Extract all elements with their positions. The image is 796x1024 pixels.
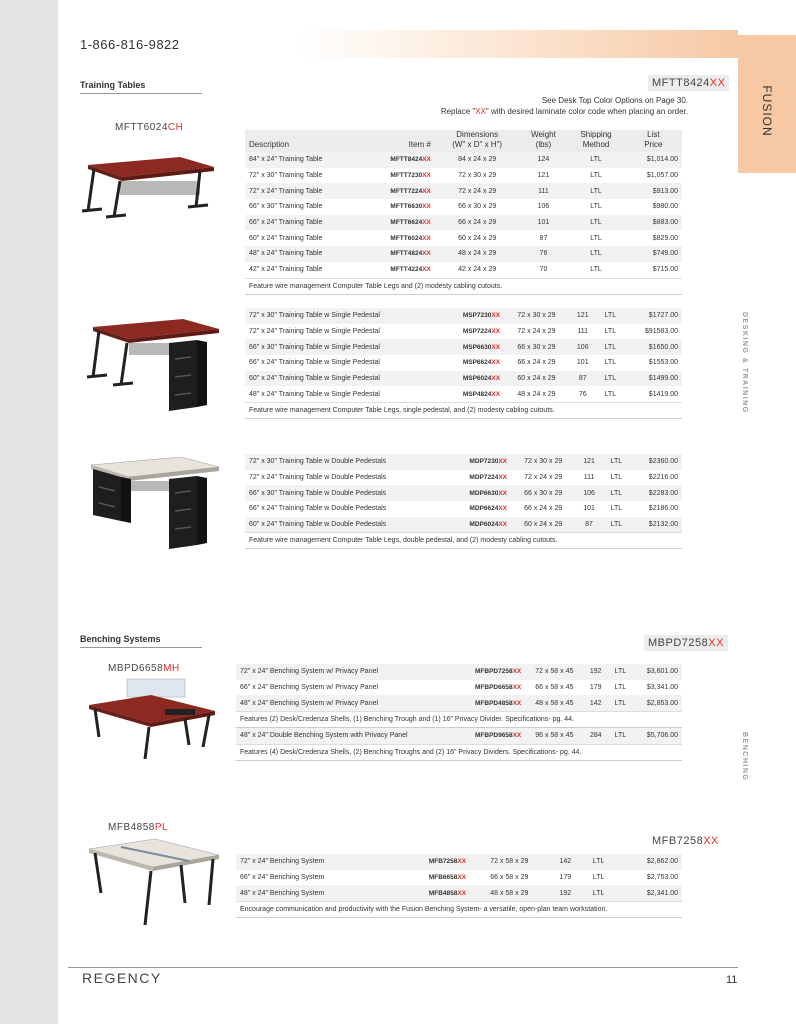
- cell-description: 60" x 24" Training Table: [249, 234, 323, 242]
- table-row: [245, 230, 682, 246]
- cell-weight: 121: [569, 308, 597, 324]
- feature-text: Features (4) Desk/Credenza Shells, (2) Benching Troughs and (2) 16" Privacy Dividers. Specifications- pg. 44.: [236, 744, 682, 760]
- cell-description: 72" x 24" Benching System: [236, 854, 393, 870]
- cell-dimensions: 60 x 24 x 29: [458, 234, 497, 242]
- cell-description: 66" x 24" Training Table w Single Pedestal: [249, 359, 380, 367]
- cell-price: $3,341.00: [646, 684, 678, 692]
- side-label-desking: DESKING & TRAINING: [741, 312, 748, 414]
- cell-price: $883.00: [625, 215, 682, 231]
- model-code-training: MFTT8424XX: [648, 75, 729, 91]
- cell-description: 60" x 24" Training Table w Single Pedestal: [245, 371, 440, 387]
- cell-weight: 87: [569, 371, 597, 387]
- cell-item: MSP6624XX: [462, 359, 501, 367]
- cell-dimensions: 72 x 30 x 29: [511, 454, 575, 470]
- cell-dimensions: 72 x 30 x 29: [458, 172, 497, 180]
- training-table-group-3: [245, 454, 682, 549]
- cell-item: MDP6024XX: [447, 517, 511, 533]
- cell-dimensions: 66 x 24 x 29: [524, 505, 563, 513]
- cell-weight: 87: [539, 234, 548, 242]
- image-label-training: MFTT6024CH: [115, 122, 184, 133]
- cell-weight: 124: [519, 152, 567, 168]
- side-tab-label: FUSION: [760, 85, 774, 137]
- cell-price: $2186.00: [648, 505, 678, 513]
- cell-item: MFB7258XX: [393, 854, 470, 870]
- cell-weight: 111: [577, 328, 589, 336]
- cell-item: MDP6630XX: [447, 485, 511, 501]
- cell-shipping: LTL: [603, 485, 630, 501]
- cell-shipping: LTL: [592, 874, 605, 882]
- header-dimensions: Dimensions (W" x D" x H"): [435, 130, 520, 152]
- cell-price: $715.00: [652, 266, 678, 274]
- feature-row: [236, 744, 682, 760]
- cell-dimensions: 66 x 58 x 29: [490, 874, 529, 882]
- cell-price: $2,753.00: [646, 874, 678, 882]
- cell-dimensions: 66 x 30 x 29: [511, 485, 575, 501]
- cell-price: $1499.00: [624, 371, 682, 387]
- header-weight: Weight (lbs): [519, 130, 567, 152]
- table-row: [245, 371, 682, 387]
- cell-item: MFBPD7258XX: [457, 664, 525, 680]
- cell-dimensions: 72 x 30 x 29: [504, 308, 569, 324]
- cell-description: 66" x 30" Training Table: [249, 203, 323, 211]
- section-title-training: Training Tables: [80, 80, 146, 90]
- cell-description: 72" x 30" Training Table: [249, 172, 323, 180]
- cell-weight: 179: [589, 684, 602, 692]
- cell-weight: 142: [583, 695, 608, 711]
- cell-price: $1,057.00: [646, 172, 678, 180]
- cell-item: MFBPD4858XX: [457, 695, 525, 711]
- cell-price: $3,601.00: [633, 664, 682, 680]
- cell-shipping: LTL: [604, 390, 617, 398]
- cell-description: 72" x 24" Training Table w Double Pedestals: [249, 474, 387, 482]
- cell-item: MFTT6630XX: [390, 203, 431, 211]
- image-label-benching: MBPD6658MH: [108, 663, 180, 674]
- single-pedestal-table-image: [85, 315, 225, 420]
- cell-description: 66" x 24" Training Table w Double Pedestals: [249, 505, 387, 513]
- cell-weight: 111: [583, 474, 595, 482]
- cell-description: 66" x 24" Benching System: [240, 874, 325, 882]
- table-row: [245, 308, 682, 324]
- cell-description: 72" x 24" Training Table: [245, 183, 364, 199]
- cell-description: 72" x 24" Benching System w/ Privacy Panel: [236, 664, 457, 680]
- cell-description: 48" x 24" Training Table: [245, 246, 364, 262]
- cell-description: 48" x 24" Benching System: [236, 885, 393, 901]
- cell-shipping: LTL: [608, 728, 633, 745]
- cell-dimensions: 66 x 24 x 29: [435, 215, 520, 231]
- cell-dimensions: 72 x 58 x 29: [470, 854, 549, 870]
- cell-shipping: LTL: [582, 854, 615, 870]
- training-table-group-1: [245, 130, 682, 295]
- cell-item: MSP7230XX: [440, 308, 504, 324]
- cell-description: 48" x 24" Training Table w Single Pedestal: [249, 390, 380, 398]
- cell-price: $913.00: [625, 183, 682, 199]
- cell-shipping: LTL: [608, 695, 633, 711]
- cell-weight: 87: [575, 517, 602, 533]
- cell-price: $2,853.00: [633, 695, 682, 711]
- cell-price: $5,706.00: [633, 728, 682, 745]
- feature-row: [236, 902, 682, 918]
- cell-weight: 192: [549, 885, 582, 901]
- cell-price: $1,014.00: [625, 152, 682, 168]
- cell-weight: 284: [583, 728, 608, 745]
- table-row: [245, 215, 682, 231]
- side-label-benching: BENCHING: [741, 732, 748, 782]
- cell-item: MFB4858XX: [393, 885, 470, 901]
- cell-shipping: LTL: [597, 371, 624, 387]
- page-number: 11: [726, 974, 738, 986]
- table-row: [245, 199, 682, 215]
- cell-dimensions: 60 x 24 x 29: [504, 371, 569, 387]
- model-code-bench2: MFB7258XX: [652, 835, 719, 847]
- cell-dimensions: 72 x 24 x 29: [517, 328, 556, 336]
- cell-price: $2132.00: [630, 517, 682, 533]
- table-row: [245, 501, 682, 517]
- benching-table: [236, 664, 682, 761]
- cell-item: MFTT4224XX: [390, 266, 431, 274]
- regency-logo: REGENCY: [82, 970, 162, 986]
- cell-item: MDP7224XX: [469, 474, 507, 482]
- cell-description: 72" x 30" Training Table w Single Pedestal: [245, 308, 440, 324]
- section-rule: [80, 93, 202, 94]
- feature-row: [245, 278, 682, 294]
- color-note: See Desk Top Color Options on Page 30.: [541, 96, 688, 105]
- table-row: [236, 854, 682, 870]
- table-row: [245, 355, 682, 371]
- cell-dimensions: 72 x 24 x 29: [524, 474, 563, 482]
- cell-weight: 70: [539, 266, 548, 274]
- cell-item: MSP7224XX: [462, 328, 501, 336]
- table-row: [245, 386, 682, 402]
- table-row: [236, 680, 682, 696]
- cell-price: $1650.00: [624, 339, 682, 355]
- footer-rule: [68, 967, 738, 968]
- cell-dimensions: 66 x 24 x 29: [517, 359, 556, 367]
- cell-price: $749.00: [625, 246, 682, 262]
- cell-price: $2360.00: [630, 454, 682, 470]
- cell-item: MFTT6624XX: [364, 215, 435, 231]
- cell-dimensions: 84 x 24 x 29: [435, 152, 520, 168]
- cell-weight: 106: [537, 203, 550, 211]
- cell-shipping: LTL: [610, 474, 623, 482]
- table-row: [245, 470, 682, 486]
- training-table-image: [80, 145, 220, 220]
- cell-price: $829.00: [652, 234, 678, 242]
- cell-dimensions: 42 x 24 x 29: [458, 266, 497, 274]
- model-code-benching: MBPD7258XX: [644, 635, 728, 651]
- cell-description: 72" x 30" Training Table w Double Pedestals: [245, 454, 447, 470]
- table-row: [236, 664, 682, 680]
- cell-item: MFTT7224XX: [364, 183, 435, 199]
- cell-price: $2216.00: [648, 474, 678, 482]
- table-row: [245, 339, 682, 355]
- cell-item: MSP4824XX: [462, 390, 501, 398]
- cell-dimensions: 60 x 24 x 29: [511, 517, 575, 533]
- table-row: [245, 152, 682, 168]
- replace-note: Replace "XX" with desired laminate color code when placing an order.: [440, 107, 688, 116]
- feature-text: Feature wire management Computer Table Legs and (2) modesty cabling cutouts.: [245, 278, 682, 294]
- cell-weight: 179: [559, 874, 572, 882]
- table-row: [236, 885, 682, 901]
- cell-dimensions: 66 x 58 x 45: [535, 684, 574, 692]
- cell-item: MDP7230XX: [447, 454, 511, 470]
- cell-item: MFTT7230XX: [390, 172, 431, 180]
- cell-shipping: LTL: [603, 454, 630, 470]
- cell-price: $2283.00: [630, 485, 682, 501]
- benching-privacy-image: [85, 675, 225, 765]
- table-row: [236, 695, 682, 711]
- section-rule: [80, 647, 202, 648]
- bench2-table: [236, 854, 682, 918]
- feature-row: [236, 712, 682, 728]
- table-row: [245, 246, 682, 262]
- page-left-margin: [0, 0, 58, 1024]
- cell-shipping: LTL: [567, 152, 624, 168]
- cell-dimensions: 72 x 24 x 29: [435, 183, 520, 199]
- cell-weight: 192: [583, 664, 608, 680]
- header-description: Description: [245, 130, 364, 152]
- cell-description: 72" x 24" Training Table w Single Pedestal: [249, 328, 380, 336]
- table-row: [236, 870, 682, 886]
- cell-description: 66" x 24" Benching System w/ Privacy Panel: [240, 684, 379, 692]
- cell-dimensions: 72 x 58 x 45: [525, 664, 583, 680]
- cell-description: 48" x 24" Benching System w/ Privacy Panel: [236, 695, 457, 711]
- cell-description: 66" x 30" Training Table w Single Pedestal: [245, 339, 440, 355]
- cell-shipping: LTL: [582, 885, 615, 901]
- image-label-bench2: MFB4858PL: [108, 822, 169, 833]
- cell-dimensions: 66 x 30 x 29: [504, 339, 569, 355]
- header-price: List Price: [625, 130, 682, 152]
- cell-weight: 142: [549, 854, 582, 870]
- cell-shipping: LTL: [590, 172, 602, 180]
- cell-shipping: LTL: [567, 215, 624, 231]
- cell-item: MSP6024XX: [440, 371, 504, 387]
- cell-weight: 101: [576, 359, 589, 367]
- double-pedestal-table-image: [85, 455, 225, 555]
- phone-number: 1-866-816-9822: [80, 37, 180, 52]
- cell-item: MSP6630XX: [440, 339, 504, 355]
- cell-weight: 121: [537, 172, 550, 180]
- cell-weight: 76: [578, 390, 587, 398]
- cell-dimensions: 48 x 58 x 45: [525, 695, 583, 711]
- cell-shipping: LTL: [567, 183, 624, 199]
- cell-price: $980.00: [652, 203, 678, 211]
- feature-row: [245, 533, 682, 549]
- cell-price: $2,862.00: [615, 854, 682, 870]
- table-row: [245, 324, 682, 340]
- cell-shipping: LTL: [614, 684, 627, 692]
- cell-description: 60" x 24" Training Table w Double Pedestals: [245, 517, 447, 533]
- cell-shipping: LTL: [604, 359, 617, 367]
- cell-dimensions: 48 x 58 x 29: [470, 885, 549, 901]
- feature-text: Feature wire management Computer Table Legs, single pedestal, and (2) modesty cabling cutouts.: [245, 403, 682, 419]
- cell-shipping: LTL: [590, 203, 602, 211]
- cell-shipping: LTL: [597, 308, 624, 324]
- cell-item: MFBPD9658XX: [457, 728, 525, 745]
- cell-dimensions: 48 x 24 x 29: [517, 390, 556, 398]
- cell-shipping: LTL: [610, 505, 623, 513]
- cell-price: $1553.00: [648, 359, 678, 367]
- feature-row: [245, 403, 682, 419]
- cell-item: MFTT8424XX: [364, 152, 435, 168]
- cell-shipping: LTL: [597, 339, 624, 355]
- table-row: [245, 454, 682, 470]
- cell-price: $1727.00: [624, 308, 682, 324]
- table-row: [245, 183, 682, 199]
- feature-text: Encourage communication and productivity with the Fusion Benching System- a versatile, open-plan team workstation.: [236, 902, 682, 918]
- cell-weight: 111: [519, 183, 567, 199]
- cell-dimensions: 66 x 30 x 29: [458, 203, 497, 211]
- cell-description: 66" x 24" Training Table: [245, 215, 364, 231]
- cell-shipping: LTL: [604, 328, 617, 336]
- cell-price: $1419.00: [648, 390, 678, 398]
- cell-description: 42" x 24" Training Table: [249, 266, 323, 274]
- table-row: [245, 262, 682, 278]
- table-row: [245, 517, 682, 533]
- cell-weight: 121: [575, 454, 602, 470]
- training-table-group-2: [245, 308, 682, 419]
- cell-description: 48" x 24" Double Benching System with Privacy Panel: [236, 728, 457, 745]
- table-row: [236, 728, 682, 745]
- cell-item: MFTT4824XX: [364, 246, 435, 262]
- cell-item: MFB6658XX: [428, 874, 467, 882]
- cell-dimensions: 96 x 58 x 45: [525, 728, 583, 745]
- section-title-benching: Benching Systems: [80, 634, 161, 644]
- cell-item: MFTT6024XX: [390, 234, 431, 242]
- cell-weight: 101: [583, 505, 595, 513]
- cell-description: 84" x 24" Training Table: [245, 152, 364, 168]
- cell-price: $91583.00: [644, 328, 678, 336]
- header-item: Item #: [364, 130, 435, 152]
- cell-weight: 106: [575, 485, 602, 501]
- cell-shipping: LTL: [608, 664, 633, 680]
- cell-price: $2,341.00: [615, 885, 682, 901]
- cell-weight: 76: [519, 246, 567, 262]
- cell-shipping: LTL: [590, 234, 602, 242]
- benching-system-image: [85, 835, 225, 930]
- cell-description: 66" x 30" Training Table w Double Pedestals: [245, 485, 447, 501]
- feature-text: Features (2) Desk/Credenza Shells, (1) Benching Trough and (1) 16" Privacy Divider. Specifications- pg. 44.: [236, 712, 682, 728]
- cell-weight: 106: [569, 339, 597, 355]
- cell-item: MFBPD6658XX: [475, 684, 522, 692]
- cell-shipping: LTL: [567, 246, 624, 262]
- cell-item: MDP6624XX: [469, 505, 507, 513]
- feature-text: Feature wire management Computer Table Legs, double pedestal, and (2) modesty cabling cutouts.: [245, 533, 682, 549]
- cell-shipping: LTL: [603, 517, 630, 533]
- table-row: [245, 168, 682, 184]
- table-row: [245, 485, 682, 501]
- cell-shipping: LTL: [590, 266, 602, 274]
- header-shipping: Shipping Method: [567, 130, 624, 152]
- cell-dimensions: 48 x 24 x 29: [435, 246, 520, 262]
- cell-weight: 101: [519, 215, 567, 231]
